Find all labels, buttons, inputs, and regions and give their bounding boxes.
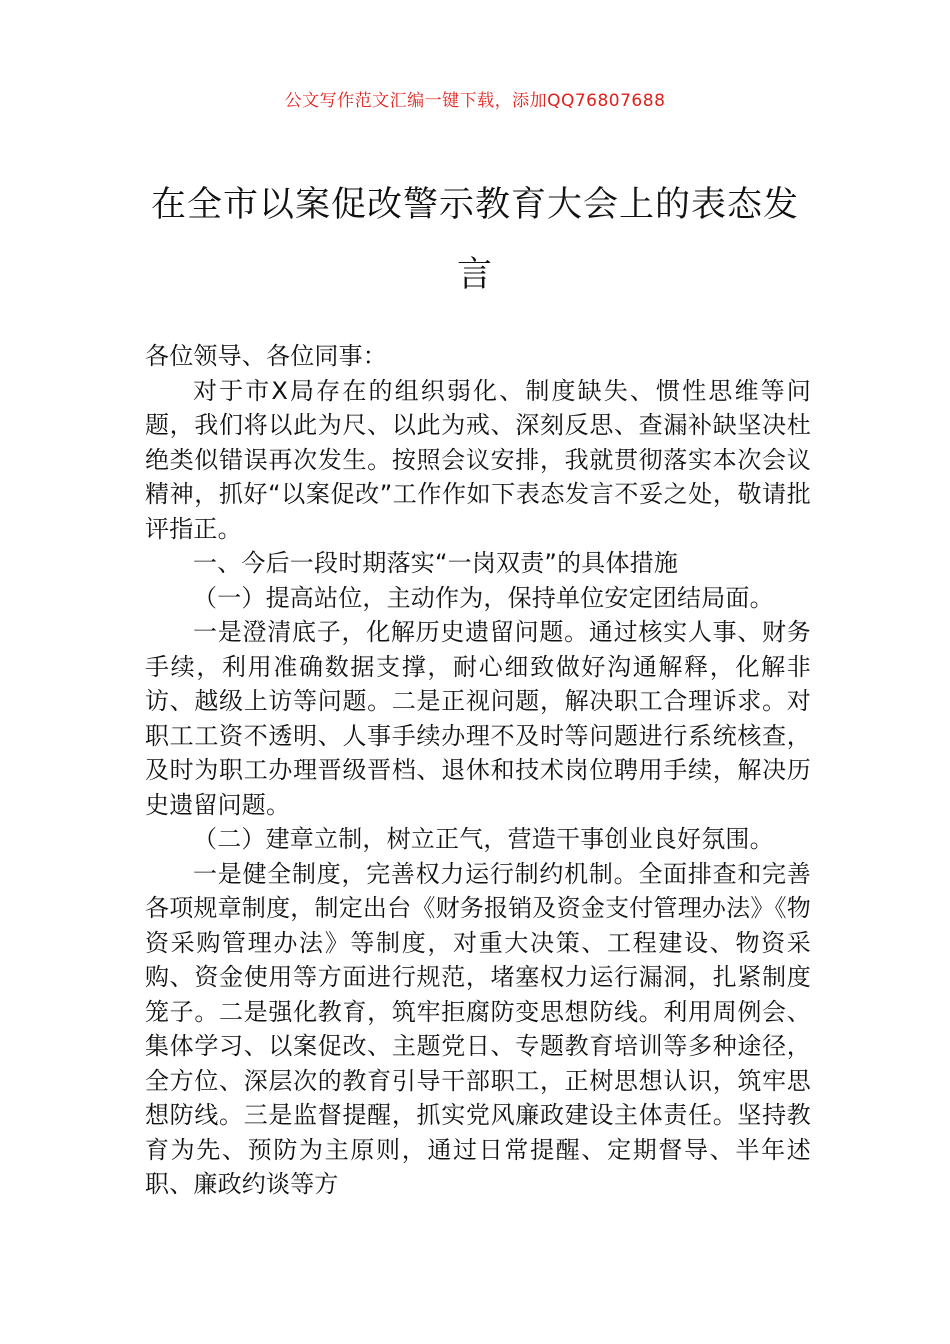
subsection-heading-1: （一）提高站位，主动作为，保持单位安定团结局面。 <box>193 583 774 612</box>
subsection-heading-2: （二）建章立制，树立正气，营造干事创业良好氛围。 <box>193 825 774 853</box>
paragraph-measures-2: 一是健全制度，完善权力运行制约机制。全面排查和完善各项规章制度，制定出台《财务报销及资金支付管理办法》《物资采购管理办法》等制度，对重大决策、工程建设、物资采购、资金使用等方面进行规范，堵塞权力运行漏洞，扎紧制度笼子。二是强化教育，筑牢拒腐防变思想防线。利用周例会、集体学习、以案促改、主题党日、专题教育培训等多种途径，全方位、深层次的教育引导干部职工，正树思想认识，筑牢思想防线。三是监督提醒，抓实党风廉政建设主体责任。坚持教育为先、预防为主原则，通过日常提醒、定期督导、半年述职、廉政约谈等方 <box>145 859 811 1198</box>
paragraph-intro: 对于市X局存在的组织弱化、制度缺失、惯性思维等问题，我们将以此为尺、以此为戒、深刻反思、查漏补缺坚决杜绝类似错误再次发生。按照会议安排，我就贯彻落实本次会议精神，抓好“以案促改”工作作如下表态发言不妥之处，敬请批评指正。 <box>145 376 811 543</box>
document-body <box>145 339 811 1202</box>
promo-banner: 公文写作范文汇编一键下载，添加QQ76807688 <box>284 91 666 111</box>
section-heading-1: 一、今后一段时期落实“一岗双责”的具体措施 <box>193 549 679 577</box>
salutation: 各位领导、各位同事： <box>145 342 387 370</box>
paragraph-measures-1: 一是澄清底子，化解历史遗留问题。通过核实人事、财务手续，利用准确数据支撑，耐心细致做好沟通解释，化解非访、越级上访等问题。二是正视问题，解决职工合理诉求。对职工工资不透明、人事手续办理不及时等问题进行系统核查，及时为职工办理晋级晋档、退休和技术岗位聘用手续，解决历史遗留问题。 <box>145 618 811 819</box>
document-title: 在全市以案促改警示教育大会上的表态发言 <box>150 185 799 295</box>
